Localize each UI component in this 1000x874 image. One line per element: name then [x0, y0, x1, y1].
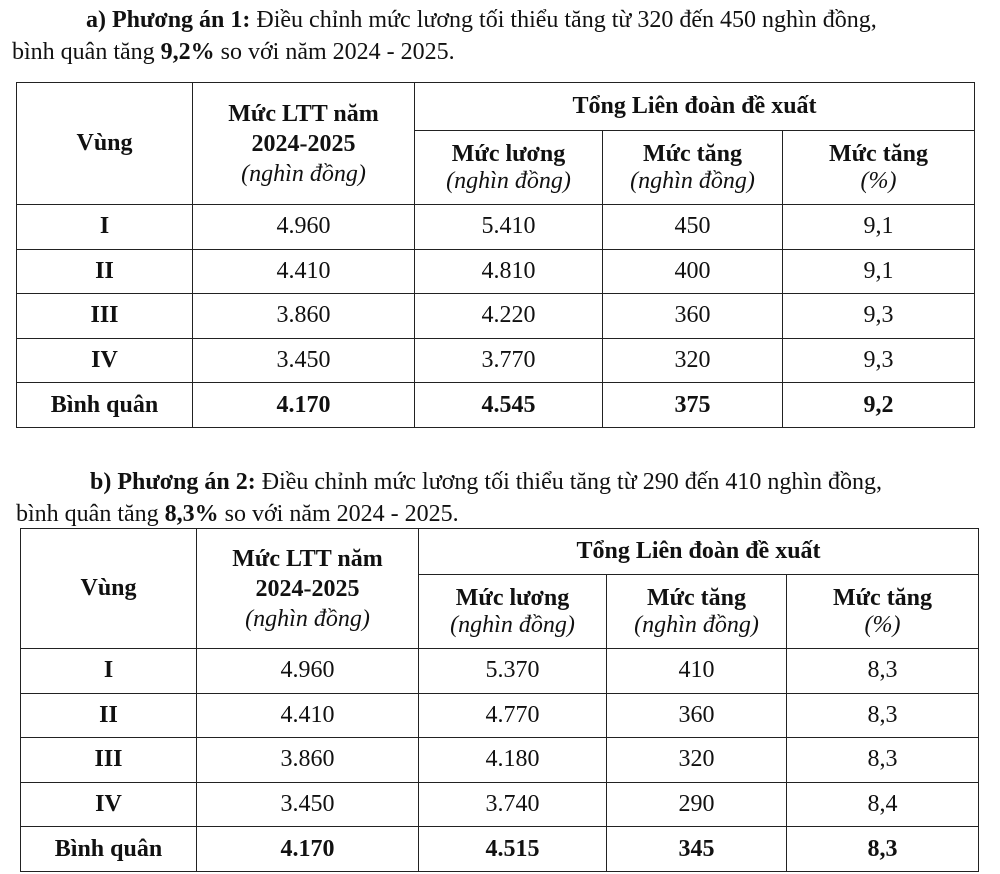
- cell-luong: 3.770: [415, 338, 603, 383]
- cell-tang: 450: [603, 205, 783, 250]
- header-muc-tang-pct-label: Mức tăng: [832, 584, 933, 611]
- option-1-percent: 9,2%: [160, 39, 215, 65]
- cell-pct: 9,2: [783, 383, 975, 428]
- table-row: [17, 205, 975, 250]
- header-ltt: [193, 83, 415, 205]
- option-1-text-pre: bình quân tăng: [12, 39, 161, 65]
- header-vung: Vùng: [17, 83, 193, 205]
- table-option-1: [16, 82, 975, 428]
- header-ltt-unit: (nghìn đồng): [241, 160, 366, 187]
- header-muc-luong-label: Mức lương: [455, 584, 570, 611]
- cell-tang: 360: [603, 294, 783, 339]
- header-group: Tổng Liên đoàn đề xuất: [415, 83, 975, 131]
- table-row: [21, 827, 979, 872]
- header-ltt: [197, 529, 419, 649]
- cell-pct: 8,3: [787, 693, 979, 738]
- cell-ltt: 3.860: [193, 294, 415, 339]
- cell-pct: 8,3: [787, 649, 979, 694]
- header-muc-tang-label: Mức tăng: [646, 584, 747, 611]
- cell-vung: IV: [21, 782, 197, 827]
- cell-ltt: 4.410: [197, 693, 419, 738]
- header-muc-luong-unit: (nghìn đồng): [446, 167, 571, 194]
- option-1-label: Phương án 1:: [112, 7, 251, 33]
- table-header-row: [17, 83, 975, 131]
- header-pct-unit: (%): [864, 611, 901, 638]
- cell-pct: 9,3: [783, 294, 975, 339]
- cell-ltt: 4.960: [197, 649, 419, 694]
- table-row: [21, 738, 979, 783]
- cell-tang: 400: [603, 249, 783, 294]
- table-option-2: [20, 528, 979, 872]
- option-2-text-pre: bình quân tăng: [16, 501, 165, 527]
- header-muc-luong-label: Mức lương: [451, 140, 566, 167]
- header-muc-tang: [607, 575, 787, 649]
- cell-luong: 4.220: [415, 294, 603, 339]
- option-2-percent: 8,3%: [164, 501, 219, 527]
- option-2-text-post: so với năm 2024 - 2025.: [218, 501, 459, 527]
- header-muc-tang-label: Mức tăng: [642, 140, 743, 167]
- cell-luong: 4.180: [419, 738, 607, 783]
- paragraph-option-1-line2: [12, 39, 455, 65]
- paragraph-option-1: [12, 4, 992, 68]
- paragraph-option-2-line2: [16, 501, 459, 527]
- header-muc-luong: [415, 131, 603, 205]
- cell-luong: 4.515: [419, 827, 607, 872]
- cell-ltt: 4.170: [193, 383, 415, 428]
- cell-pct: 9,3: [783, 338, 975, 383]
- header-muc-tang-pct: [787, 575, 979, 649]
- header-pct-unit: (%): [860, 167, 897, 194]
- cell-vung: I: [17, 205, 193, 250]
- option-1-text-post: so với năm 2024 - 2025.: [214, 39, 455, 65]
- cell-ltt: 3.450: [193, 338, 415, 383]
- option-2-label: Phương án 2:: [117, 469, 256, 495]
- cell-vung: Bình quân: [21, 827, 197, 872]
- header-vung: Vùng: [21, 529, 197, 649]
- option-1-text: Điều chỉnh mức lương tối thiểu tăng từ 320 đến 450 nghìn đồng,: [250, 7, 877, 33]
- table-row: [17, 249, 975, 294]
- option-2-text: Điều chỉnh mức lương tối thiểu tăng từ 290 đến 410 nghìn đồng,: [255, 469, 883, 495]
- cell-vung: II: [21, 693, 197, 738]
- cell-tang: 375: [603, 383, 783, 428]
- cell-vung: II: [17, 249, 193, 294]
- paragraph-option-1-line1: [12, 4, 992, 36]
- paragraph-option-2: [16, 466, 996, 530]
- cell-ltt: 3.450: [197, 782, 419, 827]
- header-ltt-title: Mức LTT năm 2024-2025: [232, 545, 383, 602]
- header-ltt-title: Mức LTT năm 2024-2025: [228, 100, 379, 157]
- header-muc-tang-unit: (nghìn đồng): [630, 167, 755, 194]
- cell-vung: III: [17, 294, 193, 339]
- table-row: [17, 294, 975, 339]
- header-ltt-unit: (nghìn đồng): [245, 605, 370, 632]
- cell-tang: 320: [603, 338, 783, 383]
- cell-luong: 4.545: [415, 383, 603, 428]
- cell-luong: 4.810: [415, 249, 603, 294]
- option-1-prefix: a): [86, 7, 112, 33]
- cell-tang: 320: [607, 738, 787, 783]
- cell-tang: 345: [607, 827, 787, 872]
- header-muc-tang-pct: [783, 131, 975, 205]
- cell-tang: 290: [607, 782, 787, 827]
- cell-vung: III: [21, 738, 197, 783]
- cell-pct: 8,3: [787, 827, 979, 872]
- cell-vung: IV: [17, 338, 193, 383]
- table-option-1-body: [17, 205, 975, 428]
- cell-luong: 3.740: [419, 782, 607, 827]
- table-row: [21, 782, 979, 827]
- table-row: [17, 338, 975, 383]
- cell-tang: 410: [607, 649, 787, 694]
- option-2-prefix: b): [90, 469, 118, 495]
- header-muc-tang: [603, 131, 783, 205]
- header-muc-luong-unit: (nghìn đồng): [450, 611, 575, 638]
- cell-tang: 360: [607, 693, 787, 738]
- table-row: [21, 649, 979, 694]
- cell-luong: 5.370: [419, 649, 607, 694]
- cell-ltt: 4.410: [193, 249, 415, 294]
- cell-pct: 9,1: [783, 249, 975, 294]
- header-muc-luong: [419, 575, 607, 649]
- cell-ltt: 4.170: [197, 827, 419, 872]
- cell-ltt: 4.960: [193, 205, 415, 250]
- table-header-row: [21, 529, 979, 575]
- paragraph-option-2-line1: [16, 466, 996, 498]
- cell-luong: 4.770: [419, 693, 607, 738]
- cell-vung: Bình quân: [17, 383, 193, 428]
- cell-luong: 5.410: [415, 205, 603, 250]
- header-muc-tang-pct-label: Mức tăng: [828, 140, 929, 167]
- cell-pct: 9,1: [783, 205, 975, 250]
- cell-pct: 8,3: [787, 738, 979, 783]
- cell-pct: 8,4: [787, 782, 979, 827]
- table-row: [21, 693, 979, 738]
- cell-ltt: 3.860: [197, 738, 419, 783]
- table-row: [17, 383, 975, 428]
- cell-vung: I: [21, 649, 197, 694]
- header-muc-tang-unit: (nghìn đồng): [634, 611, 759, 638]
- header-group: Tổng Liên đoàn đề xuất: [419, 529, 979, 575]
- table-option-2-body: [21, 649, 979, 872]
